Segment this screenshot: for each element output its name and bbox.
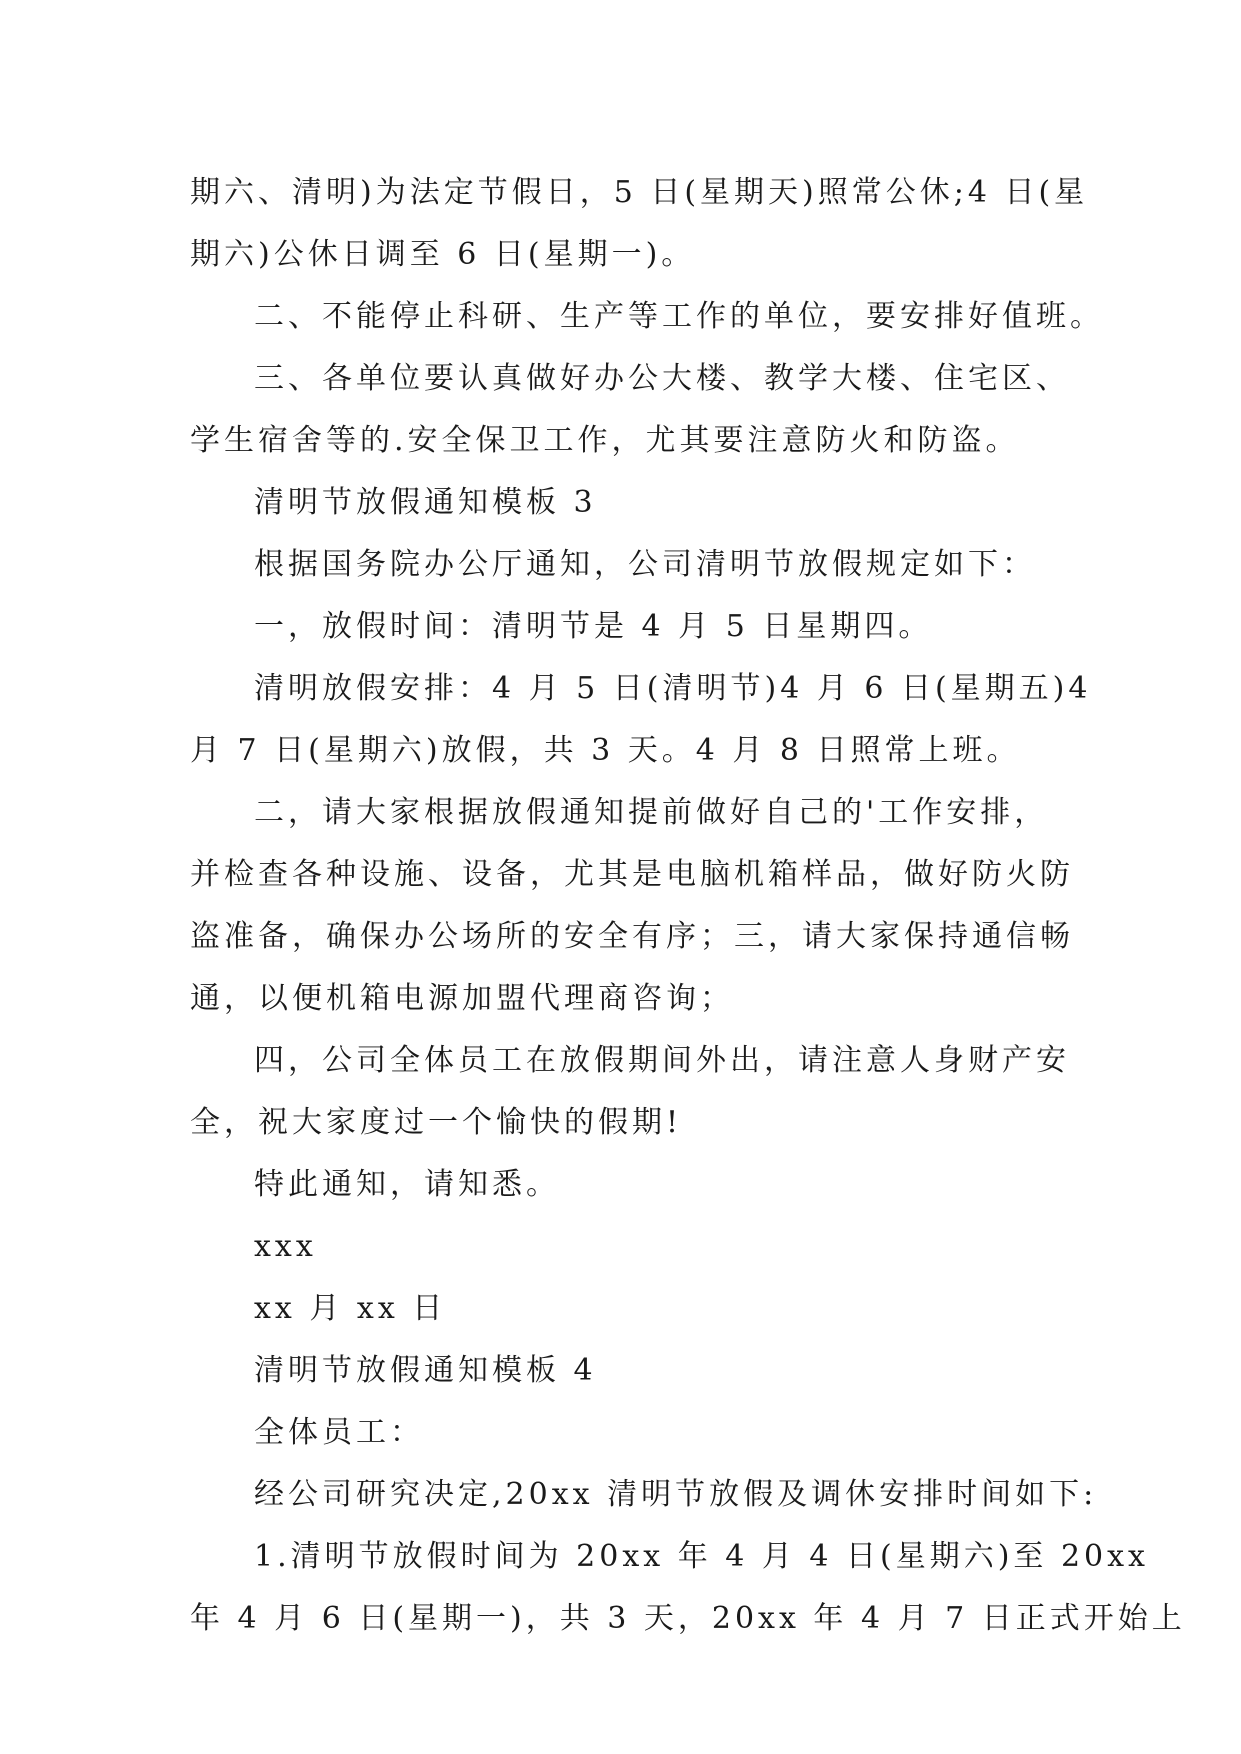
signature-name: xxx — [254, 1229, 317, 1264]
text-line: 二、不能停止科研、生产等工作的单位，要安排好值班。 — [254, 299, 1104, 334]
text-line: 一，放假时间：清明节是 4 月 5 日星期四。 — [254, 609, 933, 644]
salutation: 全体员工： — [254, 1415, 424, 1450]
text-line: 二，请大家根据放假通知提前做好自己的'工作安排， — [254, 795, 1049, 830]
text-line: 年 4 月 6 日(星期一)，共 3 天，20xx 年 4 月 7 日正式开始上 — [190, 1601, 1186, 1636]
text-line: 并检查各种设施、设备，尤其是电脑机箱样品，做好防火防 — [190, 857, 1074, 892]
section-heading: 清明节放假通知模板 3 — [254, 485, 597, 520]
text-line: 学生宿舍等的.安全保卫工作，尤其要注意防火和防盗。 — [190, 423, 1020, 458]
text-line: 通，以便机箱电源加盟代理商咨询； — [190, 981, 734, 1016]
text-line: 盗准备，确保办公场所的安全有序；三，请大家保持通信畅 — [190, 919, 1074, 954]
text-line: 特此通知，请知悉。 — [254, 1167, 560, 1202]
text-line: 三、各单位要认真做好办公大楼、教学大楼、住宅区、 — [254, 361, 1070, 396]
text-line: 经公司研究决定,20xx 清明节放假及调休安排时间如下: — [254, 1477, 1098, 1512]
signature-date: xx 月 xx 日 — [254, 1291, 447, 1326]
text-line: 全，祝大家度过一个愉快的假期! — [190, 1105, 683, 1140]
text-line: 根据国务院办公厅通知，公司清明节放假规定如下： — [254, 547, 1036, 582]
text-line: 四，公司全体员工在放假期间外出，请注意人身财产安 — [254, 1043, 1070, 1078]
text-line: 1.清明节放假时间为 20xx 年 4 月 4 日(星期六)至 20xx — [254, 1539, 1149, 1574]
text-line: 期六)公休日调至 6 日(星期一)。 — [190, 237, 696, 272]
section-heading: 清明节放假通知模板 4 — [254, 1353, 597, 1388]
text-line: 期六、清明)为法定节假日，5 日(星期天)照常公休;4 日(星 — [190, 175, 1089, 210]
text-line: 清明放假安排：4 月 5 日(清明节)4 月 6 日(星期五)4 — [254, 671, 1092, 706]
document-body — [190, 162, 1186, 1650]
text-line: 月 7 日(星期六)放假，共 3 天。4 月 8 日照常上班。 — [190, 733, 1021, 768]
